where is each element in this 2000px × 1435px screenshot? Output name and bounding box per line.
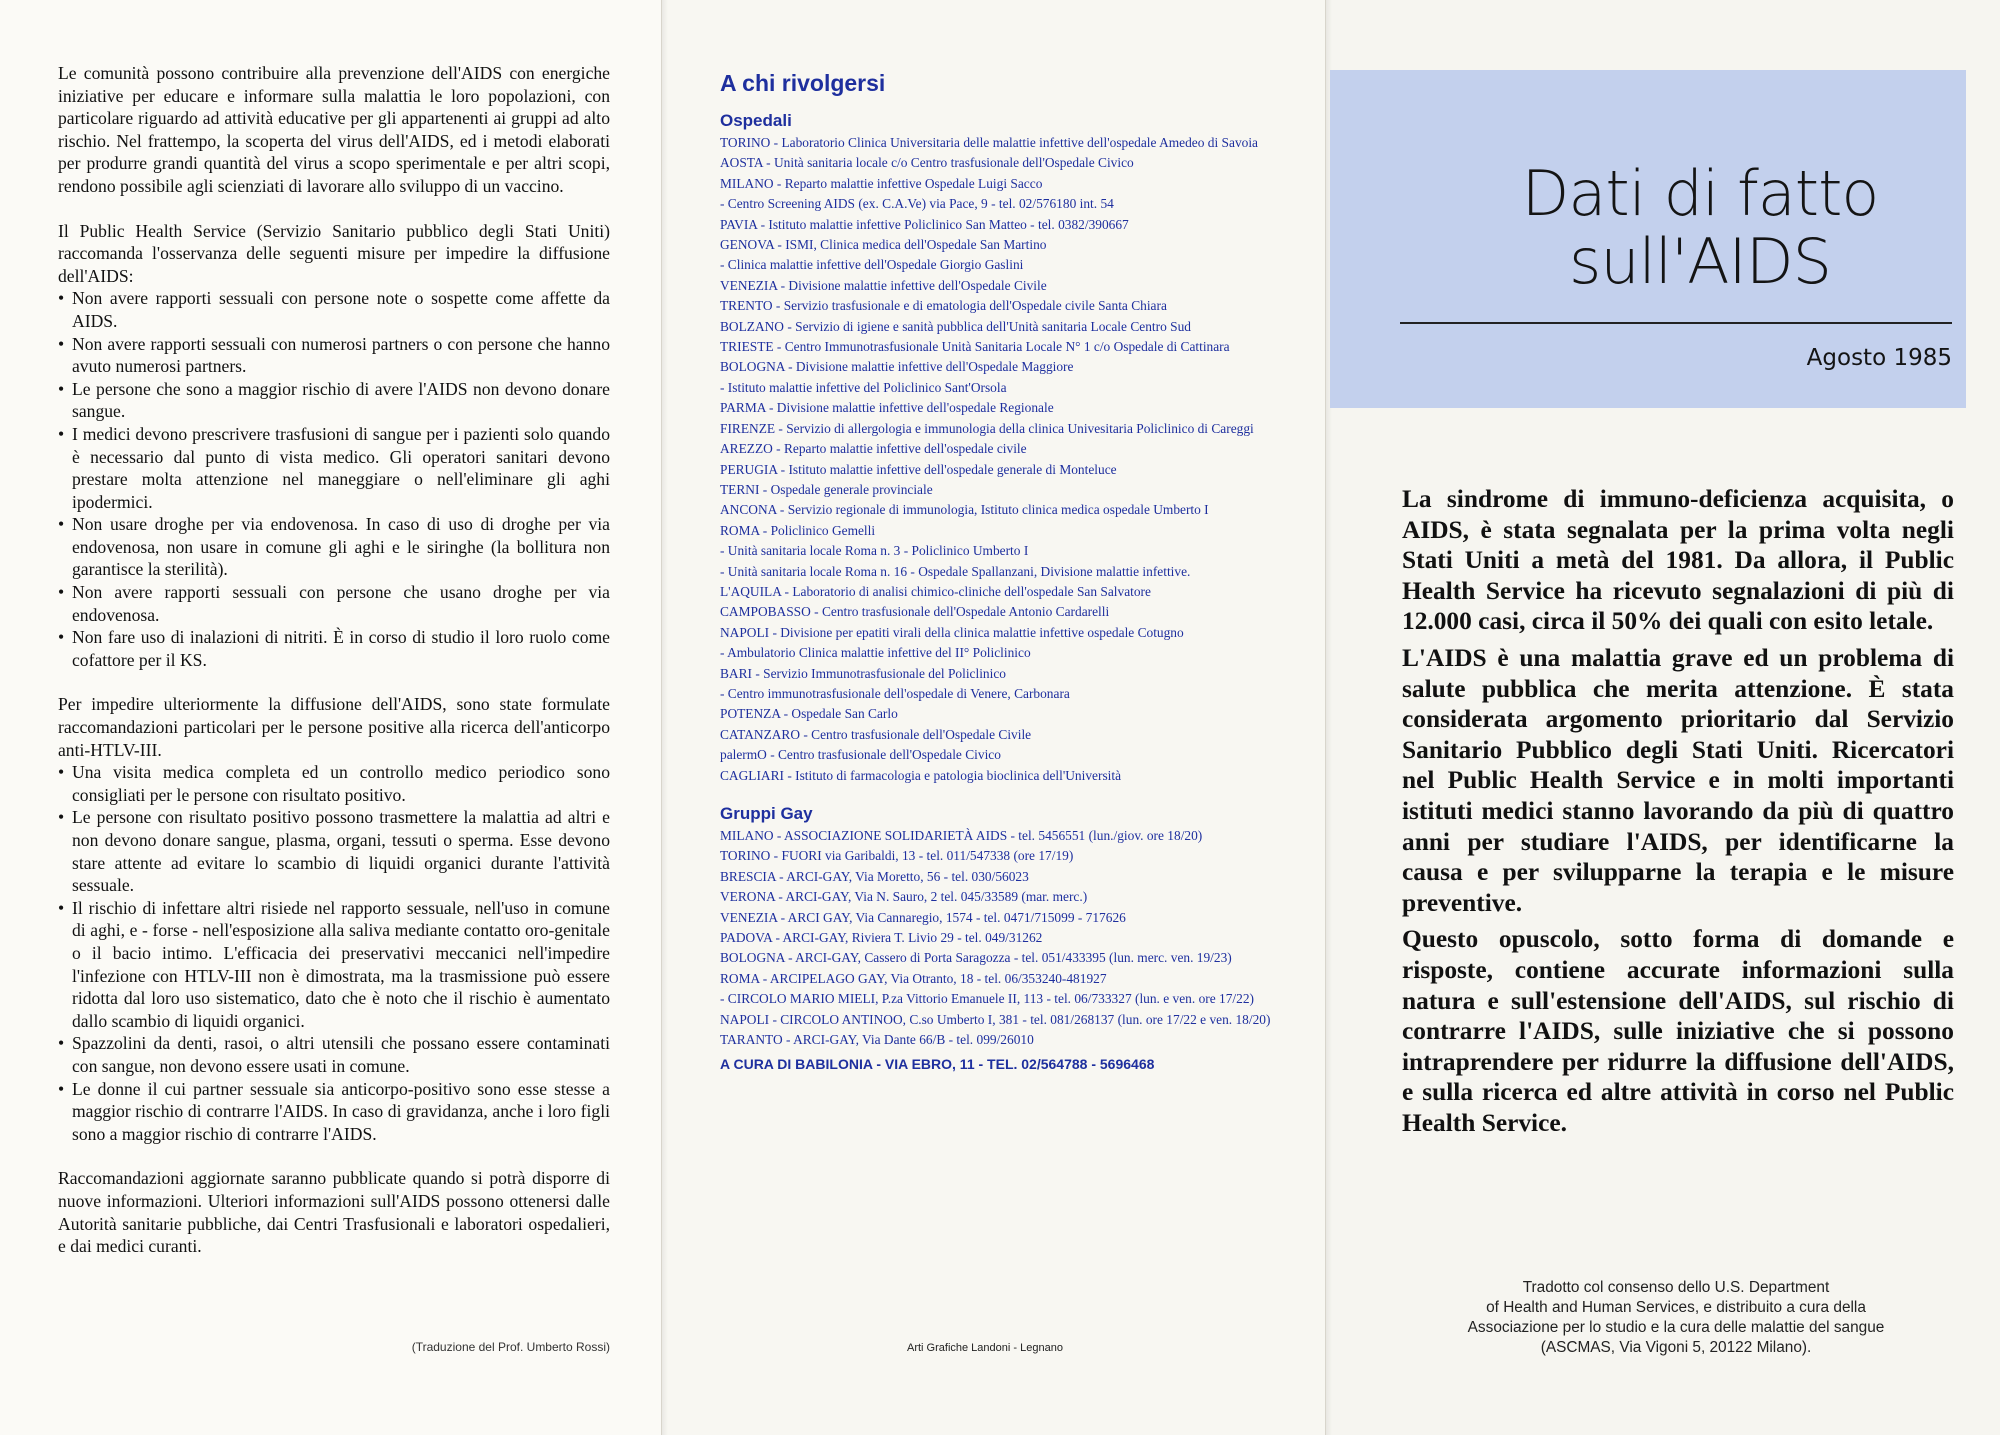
intro-paragraph-1: La sindrome di immuno-deficienza acquisita, o AIDS, è stata segnalata per la prima volta negli Stati Uniti a metà del 1981. Da allora, il Public Health Service ha ricevuto segnalazioni di più di 12.000 casi, circa il 50% dei quali con esito letale. — [1402, 485, 1954, 636]
contacts-title: A chi rivolgersi — [720, 70, 886, 96]
measure-item: • Non avere rapporti sessuali con persone note o sospette come affette da AIDS. — [58, 287, 610, 332]
hospital-entry: FIRENZE - Servizio di allergologia e immunologia della clinica Univesitaria Policlinico di Careggi — [720, 420, 1254, 436]
hospital-entry: NAPOLI - Divisione per epatiti virali della clinica malattie infettive ospedale Cotugno — [720, 624, 1184, 640]
hospital-entry: CAGLIARI - Istituto di farmacologia e patologia bioclinica dell'Università — [720, 767, 1122, 783]
gay-group-entry: MILANO - ASSOCIAZIONE SOLIDARIETÀ AIDS - tel. 5456551 (lun./giov. ore 18/20) — [720, 828, 1203, 843]
gay-group-entry: VERONA - ARCI-GAY, Via N. Sauro, 2 tel. 045/33589 (mar. merc.) — [720, 889, 1088, 905]
measure-item: • Non usare droghe per via endovenosa. In caso di uso di droghe per via endovenosa, non usare in comune gli aghi e le siringhe (la bollitura non garantisce la sterilità). — [58, 513, 610, 581]
hospital-entry: ANCONA - Servizio regionale di immunologia, Istituto clinica medica ospedale Umberto I — [720, 502, 1209, 518]
hospital-entry: palermO - Centro trasfusionale dell'Ospedale Civico — [720, 747, 1001, 763]
translation-consent-credit — [1400, 1278, 1952, 1358]
hospital-entry: - Ambulatorio Clinica malattie infettive del II° Policlinico — [720, 645, 1031, 661]
gay-groups-list — [720, 826, 1275, 1050]
hospital-entry: - Unità sanitaria locale Roma n. 3 - Policlinico Umberto I — [720, 543, 1029, 559]
intro-paragraph-2: L'AIDS è una malattia grave ed un problema di salute pubblica che merita attenzione. È stata considerata argomento prioritario dal Servizio Sanitario Pubblico degli Stati Uniti. Ricercatori nel Public Health Service e in molti importanti istituti medici stanno lavorando da più di quattro anni per studiare l'AIDS, per identificarne la causa e per svilupparne la terapia e le misure preventive. — [1402, 643, 1954, 917]
hospital-entry: AOSTA - Unità sanitaria locale c/o Centro trasfusionale dell'Ospedale Civico — [720, 155, 1134, 171]
hospital-entry: - Istituto malattie infettive del Policlinico Sant'Orsola — [720, 379, 1007, 395]
hospital-entry: L'AQUILA - Laboratorio di analisi chimico-cliniche dell'ospedale San Salvatore — [720, 583, 1151, 599]
hospital-entry: CAMPOBASSO - Centro trasfusionale dell'Ospedale Antonio Cardarelli — [720, 604, 1110, 620]
positive-measure-item: • Le persone con risultato positivo possono trasmettere la malattia ad altri e non devono donare sangue, plasma, organi, tessuti o sperma. Esse devono stare attente ad evitare lo scambio di liquidi organici durante l'attività sessuale. — [58, 806, 610, 896]
gay-group-entry: TARANTO - ARCI-GAY, Via Dante 66/B - tel. 099/26010 — [720, 1032, 1034, 1048]
measure-item: • Non avere rapporti sessuali con numerosi partners o con persone che hanno avuto numerosi partners. — [58, 333, 610, 378]
positive-intro-paragraph: Per impedire ulteriormente la diffusione dell'AIDS, sono state formulate raccomandazioni particolari per le persone positive alla ricerca dell'anticorpo anti-HTLV-III. — [58, 694, 610, 760]
translation-credit: (Traduzione del Prof. Umberto Rossi) — [411, 1340, 610, 1354]
hospital-entry: VENEZIA - Divisione malattie infettive dell'Ospedale Civile — [720, 277, 1047, 293]
hospital-entry: PERUGIA - Istituto malattie infettive dell'ospedale generale di Monteluce — [720, 461, 1117, 477]
title-line-1: Dati di fatto — [1521, 157, 1879, 230]
measure-item: • I medici devono prescrivere trasfusioni di sangue per i pazienti solo quando è necessario dal punto di vista medico. Gli operatori sanitari devono prestare molta attenzione nel maneggiare o nell'eliminare gli aghi ipodermici. — [58, 423, 610, 513]
credit-line: Tradotto col consenso dello U.S. Department — [1522, 1279, 1830, 1296]
gay-group-entry: VENEZIA - ARCI GAY, Via Cannaregio, 1574 - tel. 0471/715099 - 717626 — [720, 909, 1126, 925]
hospital-entry: AREZZO - Reparto malattie infettive dell'ospedale civile — [720, 441, 1027, 457]
hospitals-list — [720, 133, 1275, 786]
gay-groups-heading: Gruppi Gay — [720, 804, 813, 823]
gay-group-entry: BRESCIA - ARCI-GAY, Via Moretto, 56 - tel. 030/56023 — [720, 868, 1029, 884]
gay-group-entry: BOLOGNA - ARCI-GAY, Cassero di Porta Saragozza - tel. 051/433395 (lun. merc. ven. 19/23) — [720, 950, 1232, 966]
hospital-entry: TRENTO - Servizio trasfusionale e di ematologia dell'Ospedale civile Santa Chiara — [720, 298, 1167, 314]
hospital-entry: GENOVA - ISMI, Clinica medica dell'Ospedale San Martino — [720, 237, 1047, 253]
hospital-entry: BOLZANO - Servizio di igiene e sanità pubblica dell'Unità sanitaria Locale Centro Sud — [720, 318, 1191, 334]
hospital-entry: BARI - Servizio Immunotrasfusionale del Policlinico — [720, 665, 1006, 681]
intro-text — [1402, 484, 1954, 1144]
hospitals-heading: Ospedali — [720, 111, 792, 130]
community-paragraph: Le comunità possono contribuire alla prevenzione dell'AIDS con energiche iniziative per educare e informare sulla malattia le loro popolazioni, con particolare riguardo ad attività educative per gli appartenenti ai gruppi ad alto rischio. Nel frattempo, la scoperta del virus dell'AIDS, ed i metodi elaborati per produrre grandi quantità del virus a scopo sperimentale e per altri scopi, rendono possibile agli scienziati di lavorare allo sviluppo di un vaccino. — [58, 63, 610, 196]
phs-intro-paragraph: Il Public Health Service (Servizio Sanitario pubblico degli Stati Uniti) raccomanda l'osservanza delle seguenti misure per impedire la diffusione dell'AIDS: — [58, 220, 610, 286]
hospital-entry: POTENZA - Ospedale San Carlo — [720, 706, 898, 722]
hospital-entry: BOLOGNA - Divisione malattie infettive dell'Ospedale Maggiore — [720, 359, 1074, 375]
measure-item: • Non avere rapporti sessuali con persone che usano droghe per via endovenosa. — [58, 581, 610, 626]
printer-credit: Arti Grafiche Landoni - Legnano — [907, 1342, 1063, 1354]
fold-shadow — [662, 0, 668, 1435]
credit-line: (ASCMAS, Via Vigoni 5, 20122 Milano). — [1540, 1339, 1812, 1356]
hospital-entry: - Unità sanitaria locale Roma n. 16 - Ospedale Spallanzani, Divisione malattie infettive. — [720, 563, 1191, 579]
publication-date: Agosto 1985 — [1806, 345, 1952, 371]
measures-list — [58, 287, 610, 671]
hospital-entry: TERNI - Ospedale generale provinciale — [720, 481, 933, 497]
credit-line: of Health and Human Services, e distribuito a cura della — [1486, 1299, 1866, 1316]
page-title — [1450, 157, 1950, 298]
positive-measure-item: • Spazzolini da denti, rasoi, o altri utensili che possano essere contaminati con sangue, non devono essere usati in comune. — [58, 1032, 610, 1077]
hospital-entry: TORINO - Laboratorio Clinica Universitaria delle malattie infettive dell'ospedale Amedeo di Savoia — [720, 135, 1258, 150]
gay-group-entry: - CIRCOLO MARIO MIELI, P.za Vittorio Emanuele II, 113 - tel. 06/733327 (lun. e ven. ore 17/22) — [720, 991, 1254, 1007]
left-panel — [0, 0, 661, 1435]
hospital-entry: TRIESTE - Centro Immunotrasfusionale Unità Sanitaria Locale N° 1 c/o Ospedale di Cattinara — [720, 339, 1230, 355]
credit-line: Associazione per lo studio e la cura delle malattie del sangue — [1467, 1319, 1885, 1336]
positive-measure-item: • Le donne il cui partner sessuale sia anticorpo-positivo sono esse stesse a maggior rischio di contrarre l'AIDS. In caso di gravidanza, anche i loro figli sono a maggior rischio di contrarre l'AIDS. — [58, 1078, 610, 1146]
measure-item: • Le persone che sono a maggior rischio di avere l'AIDS non devono donare sangue. — [58, 378, 610, 423]
left-text-column — [58, 62, 610, 1258]
gay-group-entry: NAPOLI - CIRCOLO ANTINOO, C.so Umberto I, 381 - tel. 081/268137 (lun. ore 17/22 e ven. 18/20) — [720, 1011, 1271, 1027]
gay-group-entry: TORINO - FUORI via Garibaldi, 13 - tel. 011/547338 (ore 17/19) — [720, 848, 1074, 864]
closing-paragraph: Raccomandazioni aggiornate saranno pubblicate quando si potrà disporre di nuove informazioni. Ulteriori informazioni sull'AIDS possono ottenersi dalle Autorità sanitarie pubbliche, dai Centri Trasfusionali e laboratori ospedalieri, e dai medici curanti. — [58, 1168, 610, 1257]
babilonia-contact: A CURA DI BABILONIA - VIA EBRO, 11 - TEL. 02/564788 - 5696468 — [720, 1056, 1155, 1073]
hospital-entry: PARMA - Divisione malattie infettive dell'ospedale Regionale — [720, 400, 1054, 416]
hospital-entry: - Centro immunotrasfusionale dell'ospedale di Venere, Carbonara — [720, 685, 1070, 701]
hospital-entry: - Centro Screening AIDS (ex. C.A.Ve) via Pace, 9 - tel. 02/576180 int. 54 — [720, 196, 1114, 212]
hospital-entry: ROMA - Policlinico Gemelli — [720, 522, 876, 538]
hospital-entry: - Clinica malattie infettive dell'Ospedale Giorgio Gaslini — [720, 257, 1024, 273]
positive-measure-item: • Una visita medica completa ed un controllo medico periodico sono consigliati per le persone con risultato positivo. — [58, 761, 610, 806]
contacts-column — [720, 70, 1275, 1072]
title-divider — [1400, 322, 1952, 324]
positive-measures-list — [58, 761, 610, 1145]
hospital-entry: CATANZARO - Centro trasfusionale dell'Ospedale Civile — [720, 726, 1032, 742]
hospital-entry: PAVIA - Istituto malattie infettive Policlinico San Matteo - tel. 0382/390667 — [720, 216, 1129, 232]
gay-group-entry: ROMA - ARCIPELAGO GAY, Via Otranto, 18 - tel. 06/353240-481927 — [720, 970, 1107, 986]
intro-paragraph-3: Questo opuscolo, sotto forma di domande e risposte, contiene accurate informazioni sulla natura e sull'estensione dell'AIDS, sul rischio di contrarre l'AIDS, sulle iniziative che si possono intraprendere per ridurre la diffusione dell'AIDS, e sulla ricerca ed altre attività in corso nel Public Health Service. — [1402, 925, 1954, 1137]
middle-panel — [661, 0, 1325, 1435]
title-line-2: sull'AIDS — [1569, 225, 1831, 298]
hospital-entry: MILANO - Reparto malattie infettive Ospedale Luigi Sacco — [720, 175, 1043, 191]
gay-group-entry: PADOVA - ARCI-GAY, Riviera T. Livio 29 - tel. 049/31262 — [720, 930, 1043, 946]
measure-item: • Non fare uso di inalazioni di nitriti. È in corso di studio il loro ruolo come cofattore per il KS. — [58, 626, 610, 671]
positive-measure-item: • Il rischio di infettare altri risiede nel rapporto sessuale, nell'uso in comune di aghi, e - forse - nell'esposizione alla saliva mediante contatto oro-genitale o il bacio intimo. L'efficacia dei preservativi meccanici nell'impedire l'infezione con HTLV-III non è dimostrata, ma la trasmissione può essere ridotta dal loro uso sistematico, dato che è noto che il rischio è aumentato dallo scambio di liquidi organici. — [58, 897, 610, 1033]
